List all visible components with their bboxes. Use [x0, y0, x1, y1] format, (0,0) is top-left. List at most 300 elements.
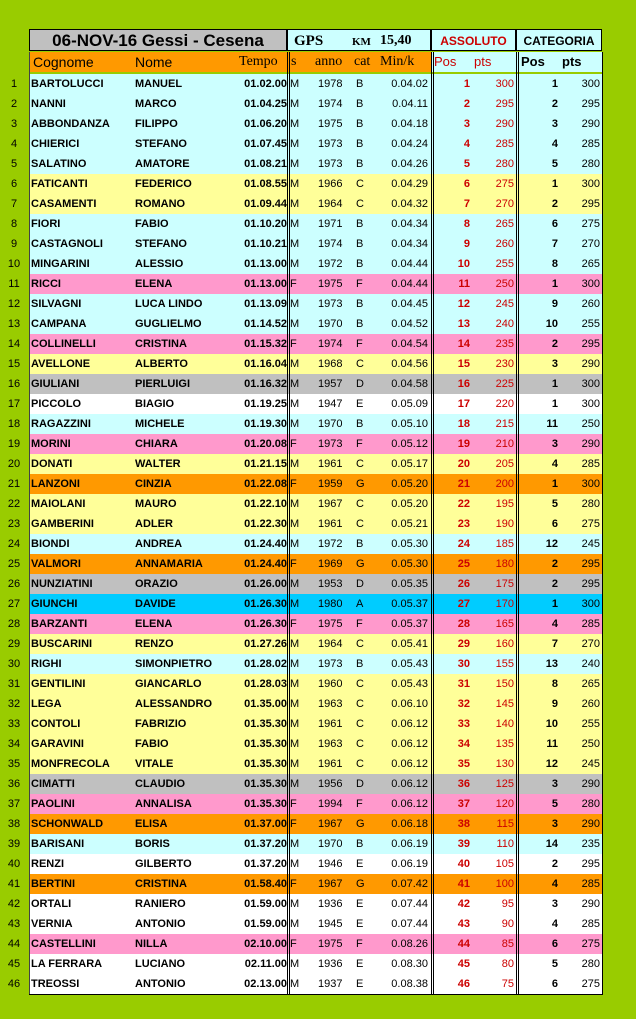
pos-cell: 28 — [457, 618, 470, 630]
cat-pos-cell: 6 — [551, 218, 558, 230]
nome-cell: NILLA — [135, 938, 168, 950]
tempo-cell: 02.10.00 — [244, 938, 287, 950]
cat-cell: B — [356, 138, 364, 150]
anno-cell: 1937 — [318, 978, 343, 990]
cat-cell: G — [356, 818, 365, 830]
anno-cell: 1959 — [318, 478, 343, 490]
cat-pts-cell: 290 — [581, 118, 600, 130]
anno-cell: 1964 — [318, 638, 343, 650]
tempo-cell: 01.07.45 — [244, 138, 287, 150]
cat-pts-cell: 300 — [581, 598, 600, 610]
pos-cell: 16 — [457, 378, 470, 390]
tempo-cell: 01.26.30 — [244, 598, 287, 610]
tempo-cell: 01.21.15 — [244, 458, 287, 470]
cat-pos-cell: 3 — [551, 118, 558, 130]
pts-cell: 85 — [501, 938, 514, 950]
tempo-cell: 01.02.00 — [244, 78, 287, 90]
pos-cell: 27 — [457, 598, 470, 610]
nome-cell: PIERLUIGI — [135, 378, 191, 390]
row-number: 41 — [7, 878, 21, 890]
pos-cell: 12 — [457, 298, 470, 310]
pos-cell: 7 — [463, 198, 470, 210]
mink-cell: 0.06.10 — [391, 698, 428, 710]
sex-cell: M — [290, 738, 300, 750]
cognome-cell: MONFRECOLA — [31, 758, 110, 770]
row-number: 21 — [7, 478, 21, 490]
cat-pos-cell: 4 — [551, 918, 558, 930]
cognome-cell: RICCI — [31, 278, 61, 290]
nome-cell: CRISTINA — [135, 338, 187, 350]
sex-cell: M — [290, 78, 300, 90]
tempo-cell: 01.26.00 — [244, 578, 287, 590]
cat-pos-cell: 1 — [551, 598, 558, 610]
mink-cell: 0.04.58 — [391, 378, 428, 390]
cat-pts-cell: 265 — [581, 678, 600, 690]
cat-pts-cell: 300 — [581, 378, 600, 390]
nome-cell: MAURO — [135, 498, 177, 510]
row-number: 25 — [7, 558, 21, 570]
pos-cell: 6 — [463, 178, 470, 190]
mink-cell: 0.05.20 — [391, 478, 428, 490]
pts-cell: 275 — [495, 178, 514, 190]
pos-cell: 11 — [458, 278, 470, 290]
cognome-cell: CHIERICI — [31, 138, 80, 150]
cognome-cell: RIGHI — [31, 658, 62, 670]
column-header-pos: Pos — [431, 52, 516, 72]
cognome-cell: ORTALI — [31, 898, 72, 910]
cognome-cell: BARTOLUCCI — [31, 78, 104, 90]
nome-cell: SIMONPIETRO — [135, 658, 213, 670]
cognome-cell: RENZI — [31, 858, 64, 870]
nome-cell: GUGLIELMO — [135, 318, 202, 330]
tempo-cell: 01.20.08 — [244, 438, 287, 450]
cat-cell: G — [356, 478, 365, 490]
cat-pos-cell: 1 — [551, 478, 558, 490]
sex-cell: M — [290, 218, 300, 230]
mink-cell: 0.05.21 — [391, 518, 428, 530]
sex-cell: M — [290, 318, 300, 330]
cognome-cell: CONTOLI — [31, 718, 81, 730]
cat-pos-cell: 13 — [545, 658, 558, 670]
nome-cell: LUCIANO — [135, 958, 186, 970]
pos-cell: 4 — [463, 138, 470, 150]
cat-pos-cell: 14 — [545, 838, 558, 850]
tempo-cell: 01.19.30 — [244, 418, 287, 430]
nome-cell: ANTONIO — [135, 978, 186, 990]
nome-cell: MARCO — [135, 98, 177, 110]
pts-cell: 165 — [495, 618, 514, 630]
tempo-cell: 01.14.52 — [244, 318, 287, 330]
nome-cell: ALESSANDRO — [135, 698, 213, 710]
tempo-cell: 01.16.32 — [244, 378, 287, 390]
cat-cell: C — [356, 498, 364, 510]
sex-cell: M — [290, 578, 300, 590]
cat-cell: A — [356, 598, 364, 610]
pts-cell: 295 — [495, 98, 514, 110]
nome-cell: ALESSIO — [135, 258, 184, 270]
tempo-cell: 01.37.00 — [244, 818, 287, 830]
mink-cell: 0.05.17 — [391, 458, 428, 470]
pts-cell: 250 — [495, 278, 514, 290]
sex-cell: M — [290, 198, 300, 210]
cat-pts-cell: 280 — [581, 958, 600, 970]
anno-cell: 1953 — [318, 578, 343, 590]
mink-cell: 0.04.52 — [391, 318, 428, 330]
nome-cell: ORAZIO — [135, 578, 178, 590]
pos-cell: 31 — [457, 678, 470, 690]
cat-pts-cell: 290 — [581, 438, 600, 450]
cognome-cell: BUSCARINI — [31, 638, 93, 650]
cat-pos-cell: 4 — [551, 458, 558, 470]
cat-cell: E — [356, 958, 364, 970]
mink-cell: 0.06.19 — [391, 838, 428, 850]
sex-cell: M — [290, 458, 300, 470]
pos-cell: 29 — [457, 638, 470, 650]
tempo-cell: 01.35.30 — [244, 738, 287, 750]
sex-cell: F — [290, 878, 297, 890]
cognome-cell: GIUNCHI — [31, 598, 78, 610]
cat-pts-cell: 285 — [581, 138, 600, 150]
cognome-cell: CASTELLINI — [31, 938, 96, 950]
cognome-cell: RAGAZZINI — [31, 418, 91, 430]
mink-cell: 0.05.30 — [391, 538, 428, 550]
anno-cell: 1961 — [318, 718, 343, 730]
cognome-cell: CAMPANA — [31, 318, 87, 330]
nome-cell: ELISA — [135, 818, 168, 830]
tempo-cell: 01.24.40 — [244, 538, 287, 550]
cognome-cell: BIONDI — [31, 538, 70, 550]
nome-cell: RENZO — [135, 638, 174, 650]
cat-pos-cell: 5 — [551, 498, 558, 510]
pts-cell: 210 — [495, 438, 514, 450]
anno-cell: 1972 — [318, 258, 343, 270]
cat-pts-cell: 300 — [581, 478, 600, 490]
cat-pts-cell: 295 — [581, 98, 600, 110]
cat-pts-cell: 285 — [581, 878, 600, 890]
cat-cell: C — [356, 178, 364, 190]
cat-pts-cell: 300 — [581, 398, 600, 410]
nome-cell: STEFANO — [135, 238, 187, 250]
row-number: 6 — [10, 178, 18, 190]
pts-cell: 195 — [495, 498, 514, 510]
pos-cell: 45 — [457, 958, 470, 970]
pts-cell: 125 — [495, 778, 514, 790]
cat-pos-cell: 1 — [551, 398, 558, 410]
pos-cell: 40 — [457, 858, 470, 870]
cat-cell: C — [356, 198, 364, 210]
pts-cell: 230 — [495, 358, 514, 370]
nome-cell: ANNALISA — [135, 798, 192, 810]
sex-cell: M — [290, 418, 300, 430]
cat-cell: B — [356, 658, 364, 670]
cat-pos-cell: 9 — [551, 298, 558, 310]
row-number: 22 — [7, 498, 21, 510]
pos-cell: 8 — [463, 218, 470, 230]
row-number: 13 — [7, 318, 21, 330]
cat-cell: B — [356, 218, 364, 230]
row-number: 16 — [7, 378, 21, 390]
cat-pos-cell: 9 — [551, 698, 558, 710]
mink-cell: 0.04.18 — [391, 118, 428, 130]
row-number: 3 — [10, 118, 18, 130]
cat-pos-cell: 5 — [551, 798, 558, 810]
pos-cell: 43 — [457, 918, 470, 930]
cat-cell: C — [356, 678, 364, 690]
anno-cell: 1967 — [318, 818, 343, 830]
column-header-cognome: Cognome — [33, 54, 94, 70]
cat-cell: C — [356, 638, 364, 650]
pts-cell: 140 — [495, 718, 514, 730]
pos-cell: 9 — [463, 238, 470, 250]
mink-cell: 0.08.30 — [391, 958, 428, 970]
anno-cell: 1971 — [318, 218, 343, 230]
cat-pts-cell: 290 — [581, 358, 600, 370]
tempo-cell: 01.26.30 — [244, 618, 287, 630]
sex-cell: M — [290, 638, 300, 650]
cat-cell: G — [356, 878, 365, 890]
column-header-anno: anno — [315, 54, 343, 69]
cat-pts-cell: 245 — [581, 538, 600, 550]
cat-pos-cell: 12 — [545, 538, 558, 550]
cat-pos-cell: 8 — [551, 258, 558, 270]
anno-cell: 1936 — [318, 898, 343, 910]
row-number: 28 — [7, 618, 21, 630]
cat-pts-cell: 295 — [581, 578, 600, 590]
pts-cell: 260 — [495, 238, 514, 250]
row-number: 4 — [10, 138, 18, 150]
sex-cell: F — [290, 338, 297, 350]
cognome-cell: MINGARINI — [31, 258, 90, 270]
pts-cell: 105 — [495, 858, 514, 870]
row-number: 19 — [7, 438, 21, 450]
row-number: 44 — [7, 938, 21, 950]
sex-cell: M — [290, 598, 300, 610]
mink-cell: 0.05.37 — [391, 618, 428, 630]
tempo-cell: 01.13.00 — [244, 258, 287, 270]
pos-cell: 1 — [463, 78, 470, 90]
cat-pts-cell: 295 — [581, 198, 600, 210]
cat-cell: E — [356, 858, 364, 870]
mink-cell: 0.04.34 — [391, 218, 428, 230]
km-label: KM — [352, 36, 371, 48]
anno-cell: 1973 — [318, 658, 343, 670]
nome-cell: AMATORE — [135, 158, 190, 170]
mink-cell: 0.08.26 — [391, 938, 428, 950]
pos-cell: 21 — [457, 478, 470, 490]
cat-cell: G — [356, 558, 365, 570]
sex-cell: F — [290, 618, 297, 630]
cognome-cell: SILVAGNI — [31, 298, 82, 310]
cognome-cell: VALMORI — [31, 558, 81, 570]
tempo-cell: 01.15.32 — [244, 338, 287, 350]
anno-cell: 1975 — [318, 278, 343, 290]
pts-cell: 205 — [495, 458, 514, 470]
pos-cell: 15 — [457, 358, 470, 370]
cat-pts-cell: 300 — [581, 278, 600, 290]
row-number: 18 — [7, 418, 21, 430]
row-number: 5 — [10, 158, 18, 170]
pts-cell: 115 — [496, 818, 514, 830]
cat-pos-cell: 2 — [551, 578, 558, 590]
anno-cell: 1970 — [318, 838, 343, 850]
pts-cell: 150 — [495, 678, 514, 690]
sex-cell: F — [290, 798, 297, 810]
cat-cell: E — [356, 898, 364, 910]
cat-cell: B — [356, 538, 364, 550]
mink-cell: 0.07.42 — [391, 878, 428, 890]
pts-cell: 255 — [495, 258, 514, 270]
cat-pos-cell: 2 — [551, 558, 558, 570]
sex-cell: F — [290, 478, 297, 490]
cat-pos-cell: 3 — [551, 438, 558, 450]
anno-cell: 1963 — [318, 698, 343, 710]
cognome-cell: PICCOLO — [31, 398, 82, 410]
cognome-cell: GIULIANI — [31, 378, 80, 390]
cat-pos-cell: 7 — [551, 238, 558, 250]
cat-pts-cell: 285 — [581, 618, 600, 630]
cat-pos-cell: 4 — [551, 138, 558, 150]
pts-cell: 285 — [495, 138, 514, 150]
nome-cell: MANUEL — [135, 78, 183, 90]
column-divider — [518, 52, 519, 994]
sex-cell: M — [290, 118, 300, 130]
nome-cell: BORIS — [135, 838, 170, 850]
pos-cell: 42 — [457, 898, 470, 910]
row-number: 7 — [10, 198, 18, 210]
nome-cell: FILIPPO — [135, 118, 178, 130]
anno-cell: 1975 — [318, 938, 343, 950]
cognome-cell: FATICANTI — [31, 178, 88, 190]
cat-pts-cell: 275 — [581, 518, 600, 530]
cat-cell: F — [356, 438, 363, 450]
cognome-cell: PAOLINI — [31, 798, 75, 810]
cat-cell: B — [356, 238, 364, 250]
cat-pts-cell: 300 — [581, 178, 600, 190]
anno-cell: 1980 — [318, 598, 343, 610]
pos-cell: 44 — [457, 938, 470, 950]
row-number: 15 — [7, 358, 21, 370]
row-number: 42 — [7, 898, 21, 910]
cat-cell: B — [356, 838, 364, 850]
mink-cell: 0.06.12 — [391, 718, 428, 730]
cognome-cell: DONATI — [31, 458, 73, 470]
pts-cell: 90 — [501, 918, 514, 930]
cat-pos-cell: 5 — [551, 158, 558, 170]
tempo-cell: 01.10.20 — [244, 218, 287, 230]
sex-cell: F — [290, 438, 297, 450]
cat-cell: C — [356, 358, 364, 370]
tempo-cell: 01.35.30 — [244, 798, 287, 810]
pts-cell: 95 — [501, 898, 514, 910]
pos-cell: 39 — [457, 838, 470, 850]
nome-cell: MICHELE — [135, 418, 185, 430]
row-number: 29 — [7, 638, 21, 650]
row-number: 17 — [7, 398, 21, 410]
nome-cell: CLAUDIO — [135, 778, 186, 790]
sex-cell: M — [290, 138, 300, 150]
sex-cell: M — [290, 718, 300, 730]
cat-pts-cell: 285 — [581, 458, 600, 470]
cat-cell: F — [356, 338, 363, 350]
sex-cell: M — [290, 898, 300, 910]
nome-cell: CRISTINA — [135, 878, 187, 890]
pts-cell: 270 — [495, 198, 514, 210]
cognome-cell: FIORI — [31, 218, 61, 230]
cat-pts-cell: 275 — [581, 218, 600, 230]
pos-cell: 46 — [457, 978, 470, 990]
anno-cell: 1973 — [318, 138, 343, 150]
tempo-cell: 01.27.26 — [244, 638, 287, 650]
gps-label: GPS — [294, 33, 324, 49]
nome-cell: ANTONIO — [135, 918, 186, 930]
cat-pos-cell: 10 — [545, 318, 558, 330]
column-divider — [602, 52, 603, 994]
pos-cell: 14 — [457, 338, 470, 350]
cat-pts-cell: 295 — [581, 558, 600, 570]
cat-pts-cell: 280 — [581, 158, 600, 170]
pos-cell: 10 — [457, 258, 470, 270]
row-number: 40 — [7, 858, 21, 870]
anno-cell: 1956 — [318, 778, 343, 790]
sex-cell: M — [290, 678, 300, 690]
mink-cell: 0.05.37 — [391, 598, 428, 610]
cat-pos-cell: 1 — [551, 378, 558, 390]
cat-cell: F — [356, 278, 363, 290]
pts-cell: 190 — [495, 518, 514, 530]
column-header-cat: cat — [354, 54, 371, 69]
tempo-cell: 01.35.30 — [244, 778, 287, 790]
mink-cell: 0.05.12 — [391, 438, 428, 450]
sex-cell: M — [290, 778, 300, 790]
tempo-cell: 01.09.44 — [244, 198, 287, 210]
sex-cell: M — [290, 298, 300, 310]
cat-cell: C — [356, 738, 364, 750]
pos-cell: 34 — [457, 738, 470, 750]
pos-cell: 26 — [457, 578, 470, 590]
nome-cell: DAVIDE — [135, 598, 176, 610]
cat-pts-cell: 240 — [581, 658, 600, 670]
mink-cell: 0.06.12 — [391, 778, 428, 790]
mink-cell: 0.04.54 — [391, 338, 428, 350]
pts-cell: 185 — [495, 538, 514, 550]
cat-cell: B — [356, 98, 364, 110]
cognome-cell: ABBONDANZA — [31, 118, 110, 130]
mink-cell: 0.04.11 — [392, 98, 428, 110]
row-number: 34 — [7, 738, 21, 750]
tempo-cell: 01.24.40 — [244, 558, 287, 570]
nome-cell: BIAGIO — [135, 398, 175, 410]
cat-pos-cell: 3 — [551, 778, 558, 790]
nome-cell: FEDERICO — [135, 178, 192, 190]
cat-pos-cell: 2 — [551, 98, 558, 110]
mink-cell: 0.04.44 — [391, 278, 428, 290]
cat-pts-cell: 290 — [581, 898, 600, 910]
sex-cell: M — [290, 658, 300, 670]
cat-pos-cell: 3 — [551, 898, 558, 910]
cat-cell: F — [356, 618, 363, 630]
tempo-cell: 01.19.25 — [244, 398, 287, 410]
sex-cell: M — [290, 378, 300, 390]
cat-pos-cell: 1 — [551, 278, 558, 290]
cat-cell: B — [356, 118, 364, 130]
cat-cell: C — [356, 758, 364, 770]
cat-cell: B — [356, 418, 364, 430]
cognome-cell: CASTAGNOLI — [31, 238, 103, 250]
row-number: 46 — [7, 978, 21, 990]
tempo-cell: 01.22.08 — [244, 478, 287, 490]
row-number: 33 — [7, 718, 21, 730]
pts-cell: 225 — [495, 378, 514, 390]
